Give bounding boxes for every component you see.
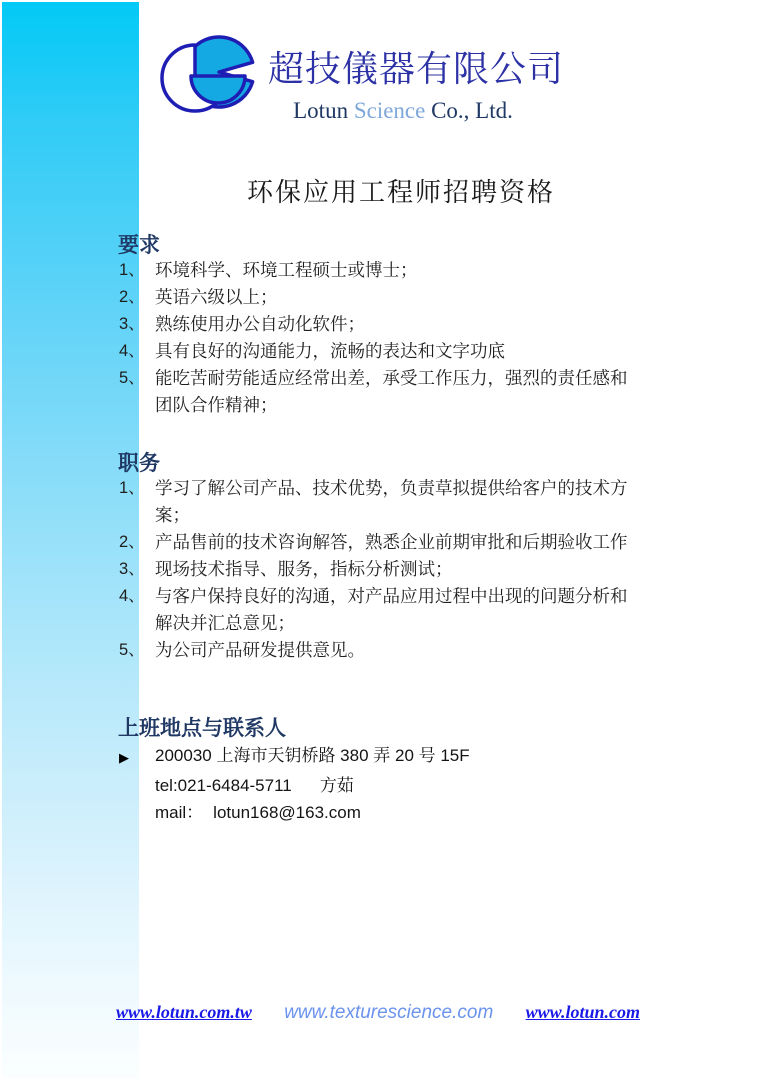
list-item-number: 1、 <box>119 479 145 497</box>
page-title: 环保应用工程师招聘资格 <box>247 178 556 207</box>
list-item-text: 学习了解公司产品、技术优势，负责草拟提供给客户的技术方案； <box>155 478 628 525</box>
link-texturescience[interactable]: www.texturescience.com <box>284 1002 494 1023</box>
company-en-coltd: Co., Ltd. <box>431 98 513 123</box>
list-item-text: 能吃苦耐劳能适应经常出差，承受工作压力，强烈的责任感和团队合作精神； <box>155 368 628 415</box>
section-heading-contact: 上班地点与联系人 <box>118 717 286 740</box>
address-text: 200030 上海市天钥桥路 380 弄 20 号 15F <box>155 746 470 765</box>
tel-line <box>155 772 470 800</box>
section-heading-duties: 职务 <box>118 452 160 475</box>
list-item <box>119 365 649 419</box>
tel-number: tel:021-6484-5711 <box>155 775 292 795</box>
mail-line <box>155 799 470 827</box>
list-item <box>119 338 649 365</box>
list-item-number: 5、 <box>119 641 145 659</box>
list-item-text: 与客户保持良好的沟通，对产品应用过程中出现的问题分析和解决并汇总意见； <box>155 586 628 633</box>
list-item-text: 熟练使用办公自动化软件； <box>155 314 365 334</box>
list-item-number: 4、 <box>119 342 145 360</box>
company-en-lotun: Lotun <box>293 98 349 123</box>
list-item-number: 3、 <box>119 315 145 333</box>
link-lotun-tw[interactable]: www.lotun.com.tw <box>116 1002 252 1022</box>
list-item-text: 为公司产品研发提供意见。 <box>155 640 365 660</box>
list-item <box>119 556 649 583</box>
list-item <box>119 475 649 529</box>
list-item <box>119 257 649 284</box>
contact-block <box>119 742 470 827</box>
email-address: lotun168@163.com <box>213 803 361 822</box>
address-line <box>119 742 470 772</box>
list-item-number: 1、 <box>119 261 145 279</box>
list-item-number: 3、 <box>119 560 145 578</box>
list-item-text: 英语六级以上； <box>155 287 278 307</box>
mail-label: mail： <box>155 803 204 822</box>
list-item-text: 现场技术指导、服务，指标分析测试； <box>155 559 453 579</box>
list-item <box>119 583 649 637</box>
list-item <box>119 311 649 338</box>
link-lotun-com[interactable]: www.lotun.com <box>525 1002 640 1022</box>
list-item-number: 4、 <box>119 587 145 605</box>
section-heading-requirements: 要求 <box>118 234 160 257</box>
company-name-zh: 超技儀器有限公司 <box>268 48 565 89</box>
list-item-text: 具有良好的沟通能力，流畅的表达和文字功底 <box>155 341 505 361</box>
company-logo <box>155 32 257 118</box>
list-item-number: 2、 <box>119 533 145 551</box>
list-item <box>119 637 649 664</box>
contact-person-name: 方茹 <box>319 775 354 795</box>
pie-circles-logo-icon <box>155 32 257 118</box>
company-en-science: Science <box>353 98 426 123</box>
duties-list <box>119 475 649 664</box>
list-item-number: 2、 <box>119 288 145 306</box>
list-item <box>119 529 649 556</box>
requirements-list <box>119 257 649 419</box>
list-item-text: 产品售前的技术咨询解答，熟悉企业前期审批和后期验收工作 <box>155 532 628 552</box>
list-item-text: 环境科学、环境工程硕士或博士； <box>155 260 418 280</box>
list-item-number: 5、 <box>119 369 145 387</box>
triangle-bullet-icon: ▶ <box>119 750 129 765</box>
company-name-en <box>270 98 536 124</box>
footer-links <box>116 1002 640 1024</box>
list-item <box>119 284 649 311</box>
